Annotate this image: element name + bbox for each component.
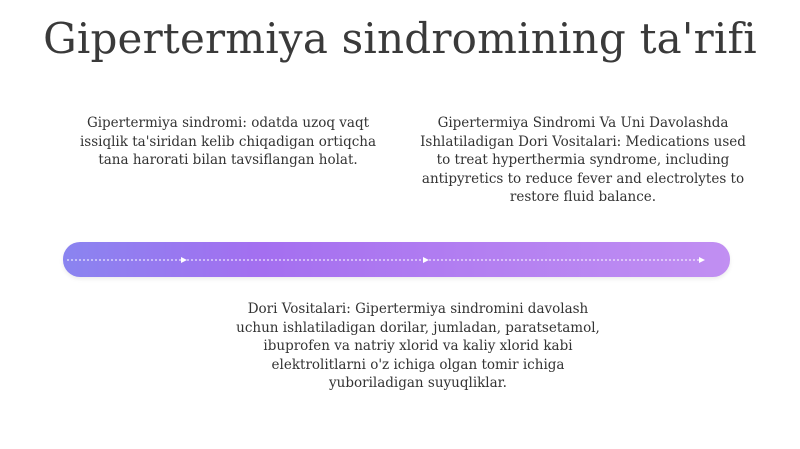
arrow-head-icon <box>181 257 187 263</box>
timeline-text-1: Gipertermiya sindromi: odatda uzoq vaqt issiqlik ta'siridan kelib chiqadigan ortiqcha tana harorati bilan tavsiflangan holat. <box>79 115 377 168</box>
timeline-arrows <box>63 242 730 277</box>
timeline-text-3: Dori Vositalari: Gipertermiya sindromini davolash uchun ishlatiladigan dorilar, jumladan, paratsetamol, ibuprofen va natriy xlorid va kaliy xlorid kabi elektrolitlarni o'z ichiga olgan tomir ichiga yuboriladigan suyuqliklar. <box>236 301 600 391</box>
timeline-text-2: Gipertermiya Sindromi Va Uni Davolashda Ishlatiladigan Dori Vositalari: Medications used to treat hyperthermia syndrome, including antipyretics to reduce fever and electrolytes to restore fluid balance. <box>420 115 746 205</box>
slide-title: Gipertermiya sindromining ta'rifi <box>43 14 757 63</box>
timeline-bar <box>63 242 730 277</box>
arrow-head-icon <box>699 257 705 263</box>
arrow-head-icon <box>423 257 429 263</box>
